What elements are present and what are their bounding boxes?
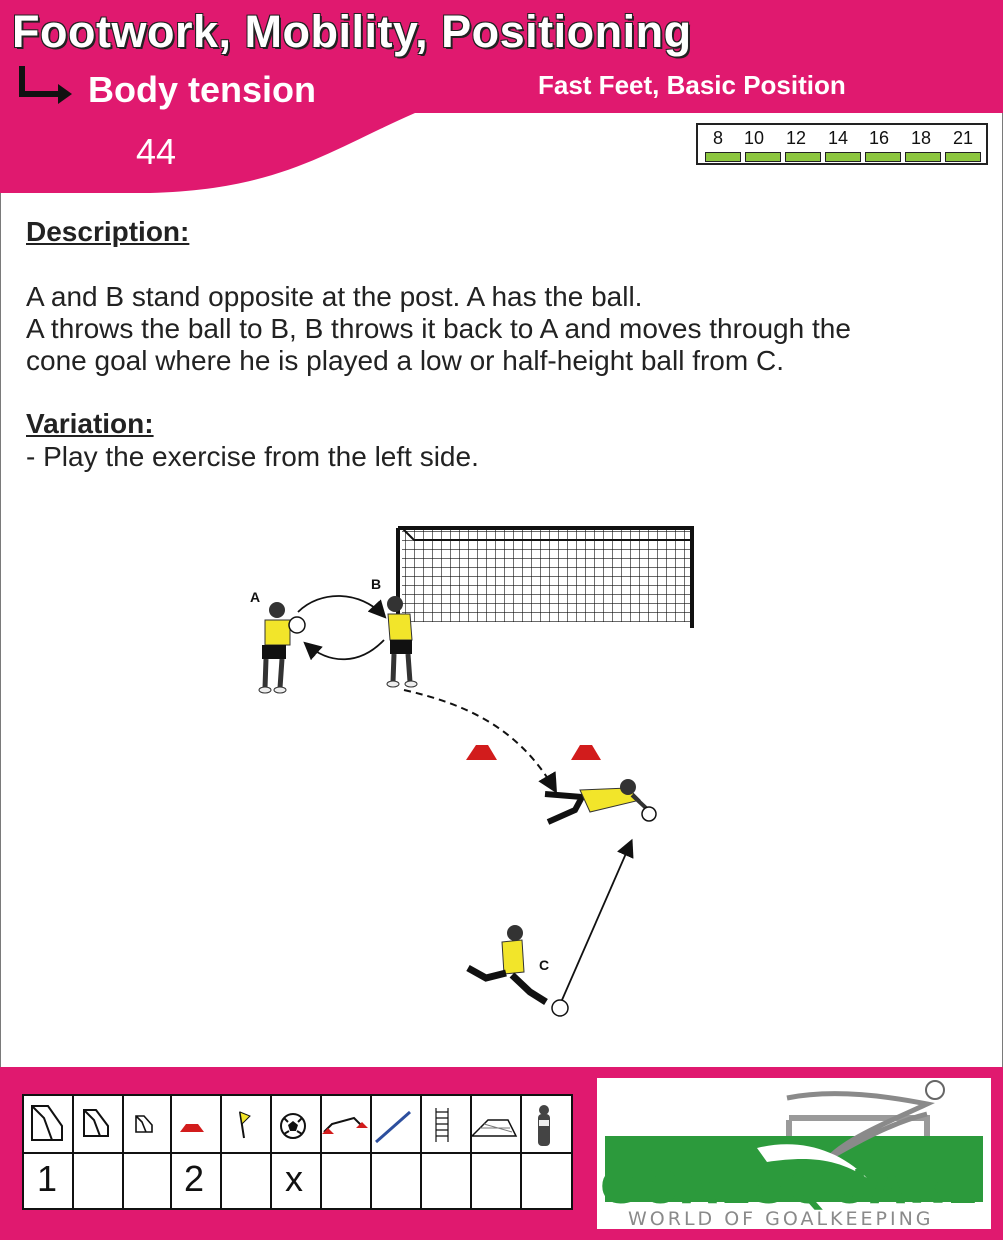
return-arrow xyxy=(306,640,384,659)
equipment-table-divider xyxy=(22,1152,573,1154)
variation-text: - Play the exercise from the left side. xyxy=(26,441,479,472)
ball-icon xyxy=(281,1114,305,1138)
equipment-count: 1 xyxy=(36,1158,58,1199)
ladder-icon xyxy=(436,1108,448,1142)
pole-icon xyxy=(376,1112,410,1142)
age-label: 8 xyxy=(713,128,724,148)
equipment-count: 2 xyxy=(183,1158,205,1199)
equipment-cell xyxy=(320,1154,370,1210)
equipment-cell xyxy=(122,1154,172,1210)
page-title: Footwork, Mobility, Positioning xyxy=(12,6,692,57)
description-line: cone goal where he is played a low or half-height ball from C. xyxy=(26,345,784,376)
age-label: 10 xyxy=(744,128,765,148)
equipment-cell xyxy=(370,1154,420,1210)
age-label: 14 xyxy=(828,128,849,148)
label-b: B xyxy=(371,576,382,592)
age-label: 21 xyxy=(953,128,974,148)
cone-icon xyxy=(466,745,497,760)
player-c-figure xyxy=(468,925,568,1016)
pass-arrow xyxy=(562,842,631,1000)
card-number: 44 xyxy=(136,131,177,172)
goal-net xyxy=(398,528,692,628)
equipment-cell xyxy=(420,1154,470,1210)
player-a-figure xyxy=(259,602,305,693)
equipment-cell xyxy=(72,1154,122,1210)
exercise-tags: Fast Feet, Basic Position xyxy=(538,70,846,100)
variation-heading: Variation: xyxy=(26,408,154,439)
diving-goalkeeper-figure xyxy=(545,779,656,822)
equipment-cell xyxy=(470,1154,520,1210)
description-line: A and B stand opposite at the post. A has the ball. xyxy=(26,281,643,312)
equipment-icons xyxy=(22,1094,573,1152)
cone-icon xyxy=(571,745,601,760)
equipment-cell xyxy=(520,1154,570,1210)
rebounder-icon xyxy=(472,1120,516,1136)
logo-tagline: WORLD OF GOALKEEPING xyxy=(628,1208,934,1230)
label-c: C xyxy=(539,957,550,973)
description-heading: Description: xyxy=(26,216,190,247)
equipment-count: x xyxy=(285,1158,303,1199)
run-path-arrow xyxy=(404,690,555,790)
subtitle: Body tension xyxy=(88,69,317,110)
throw-arrow xyxy=(298,596,384,616)
flag-pole-icon xyxy=(240,1112,250,1138)
age-label: 18 xyxy=(911,128,932,148)
medium-goal-icon xyxy=(84,1110,108,1136)
label-a: A xyxy=(250,589,261,605)
description-line: A throws the ball to B, B throws it back to A and moves through the xyxy=(26,313,851,344)
age-label: 16 xyxy=(869,128,890,148)
equipment-cell xyxy=(220,1154,270,1210)
large-goal-icon xyxy=(32,1106,62,1140)
logo-wordmark: GOALSQUARE xyxy=(600,1160,982,1214)
cone-icon xyxy=(180,1124,204,1132)
small-goal-icon xyxy=(136,1116,152,1132)
age-label: 12 xyxy=(786,128,807,148)
dummy-icon xyxy=(538,1105,550,1146)
hurdle-icon xyxy=(322,1118,368,1134)
